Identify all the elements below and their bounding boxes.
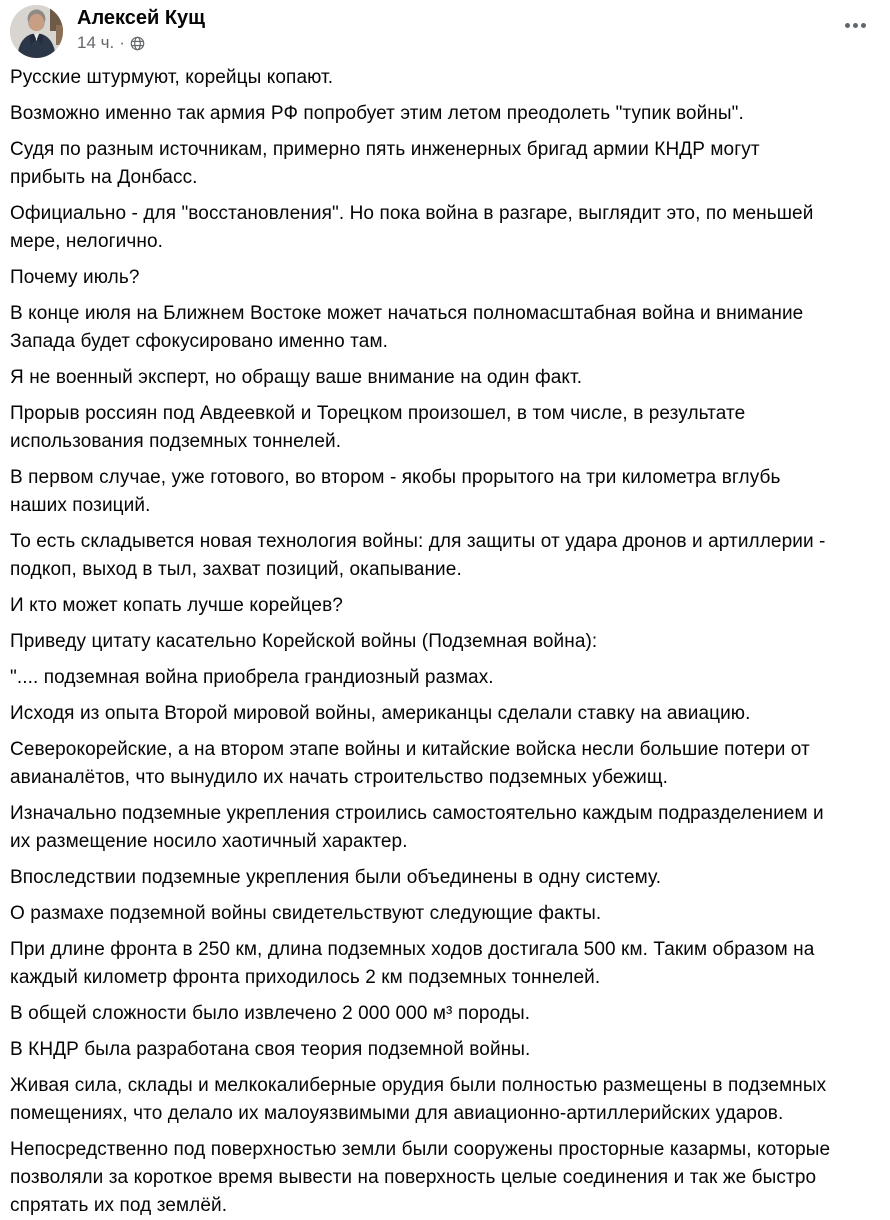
- meta-separator: ·: [119, 33, 125, 52]
- post-paragraph: Приведу цитату касательно Корейской войны (Подземная война):: [10, 631, 598, 652]
- post-paragraph: При длине фронта в 250 км, длина подземных ходов достигала 500 км. Таким образом на каждый километр фронта приходилось 2 км подземных тоннелей.: [10, 939, 815, 988]
- ellipsis-icon: [861, 23, 866, 28]
- post-paragraph: Впоследствии подземные укрепления были объединены в одну систему.: [10, 867, 662, 888]
- post-paragraph: Возможно именно так армия РФ попробует этим летом преодолеть "тупик войны".: [10, 103, 744, 124]
- post-paragraph: Официально - для "восстановления". Но пока война в разгаре, выглядит это, по меньшей мере, нелогично.: [10, 203, 814, 252]
- post-paragraph: Непосредственно под поверхностью земли были сооружены просторные казармы, которые позволяли за короткое время вывести на поверхность целые соединения и так же быстро спрятать их под землёй.: [10, 1139, 831, 1216]
- avatar-photo: [10, 5, 63, 58]
- post-paragraph: И кто может копать лучше корейцев?: [10, 595, 343, 616]
- post-menu-button[interactable]: [841, 13, 870, 38]
- globe-icon: [130, 36, 145, 51]
- post-paragraph: Северокорейские, а на втором этапе войны и китайские войска несли большие потери от авианалётов, что вынудило их начать строительство подземных убежищ.: [10, 739, 810, 788]
- post-paragraph: Исходя из опыта Второй мировой войны, американцы сделали ставку на авиацию.: [10, 703, 751, 724]
- post-header: [0, 0, 890, 57]
- ellipsis-icon: [845, 23, 850, 28]
- post-paragraph: Русские штурмуют, корейцы копают.: [10, 67, 334, 88]
- post-timestamp[interactable]: 14 ч.: [77, 33, 115, 52]
- post-paragraph: В первом случае, уже готового, во втором - якобы прорытого на три километра вглубь наших позиций.: [10, 467, 781, 516]
- post-paragraph: Изначально подземные укрепления строились самостоятельно каждым подразделением и их размещение носило хаотичный характер.: [10, 803, 824, 852]
- post-paragraph: Почему июль?: [10, 267, 140, 288]
- profile-avatar[interactable]: [10, 5, 63, 58]
- post-paragraph: Судя по разным источникам, примерно пять инженерных бригад армии КНДР могут прибыть на Донбасс.: [10, 139, 760, 188]
- post-paragraph: В КНДР была разработана своя теория подземной войны.: [10, 1039, 531, 1060]
- post-body: [0, 57, 890, 1220]
- author-name[interactable]: Алексей Кущ: [77, 7, 206, 29]
- post-paragraph: Живая сила, склады и мелкокалиберные орудия были полностью размещены в подземных помещениях, что делало их малоуязвимыми для авиационно-артиллерийских ударов.: [10, 1075, 827, 1124]
- ellipsis-icon: [853, 23, 858, 28]
- post-header-text: [77, 5, 841, 54]
- post-paragraph: О размахе подземной войны свидетельствуют следующие факты.: [10, 903, 602, 924]
- post-paragraph: В конце июля на Ближнем Востоке может начаться полномасштабная война и внимание Запада будет сфокусировано именно там.: [10, 303, 804, 352]
- post-meta[interactable]: [77, 32, 841, 54]
- post-paragraph: То есть складывется новая технология войны: для защиты от удара дронов и артиллерии - подкоп, выход в тыл, захват позиций, окапывание.: [10, 531, 826, 580]
- post-paragraph: ".... подземная война приобрела грандиозный размах.: [10, 667, 494, 688]
- post-paragraph: Прорыв россиян под Авдеевкой и Торецком произошел, в том числе, в результате использования подземных тоннелей.: [10, 403, 746, 452]
- post-paragraph: Я не военный эксперт, но обращу ваше внимание на один факт.: [10, 367, 583, 388]
- post-paragraph: В общей сложности было извлечено 2 000 000 м³ породы.: [10, 1003, 531, 1024]
